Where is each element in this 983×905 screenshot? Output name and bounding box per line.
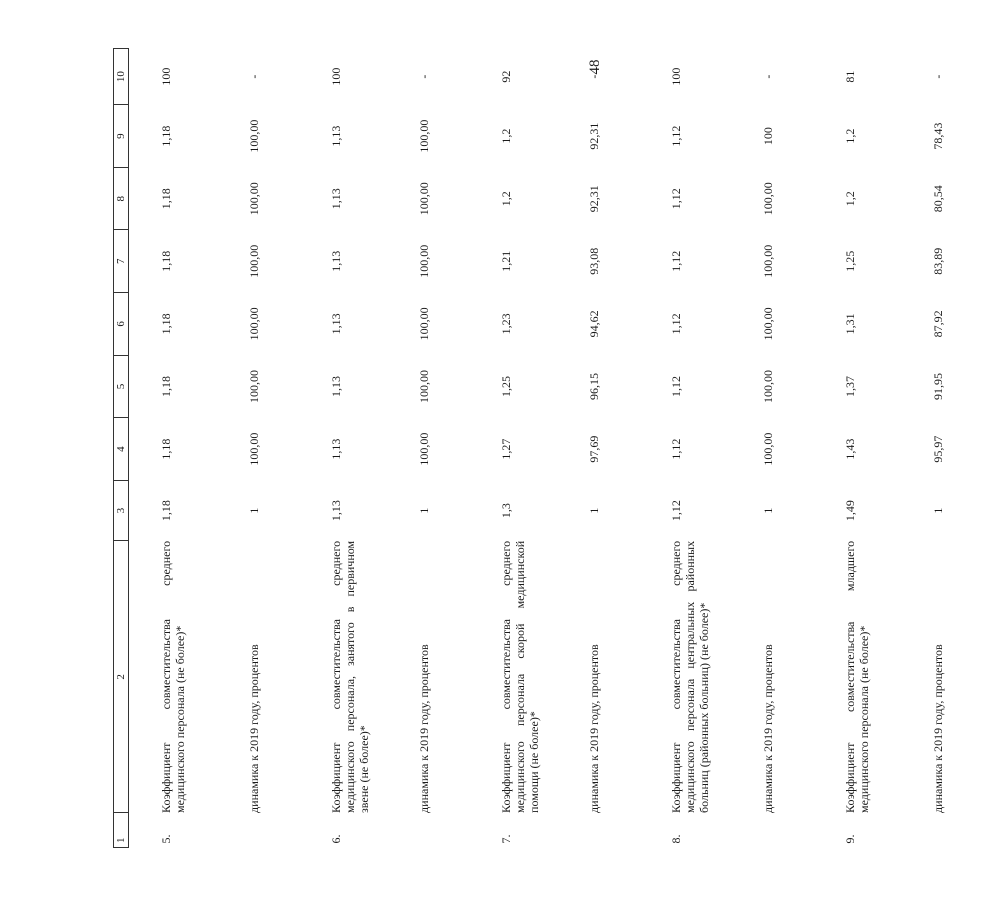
header-row xyxy=(114,49,129,848)
value-cell: 1 xyxy=(761,507,775,514)
value-cell: 1,18 xyxy=(159,188,173,210)
row-number xyxy=(565,813,639,848)
value-cell: 1,13 xyxy=(329,313,343,335)
table-row-dynamics xyxy=(909,49,983,848)
value-cell: 100,00 xyxy=(417,182,431,216)
header-cell: 7 xyxy=(114,230,129,293)
value-cell: 92,31 xyxy=(587,122,601,150)
value-cell: 96,15 xyxy=(587,373,601,401)
value-cell: - xyxy=(247,74,261,79)
rotated-table-container xyxy=(113,48,945,848)
row-number xyxy=(395,813,469,848)
value-cell: 80,54 xyxy=(931,185,945,213)
value-cell: 1,2 xyxy=(499,128,513,144)
value-cell: 97,69 xyxy=(587,435,601,463)
header-cell: 10 xyxy=(114,49,129,105)
value-cell: 1,25 xyxy=(843,250,857,272)
table-row-dynamics xyxy=(395,49,469,848)
value-cell: 100,00 xyxy=(247,182,261,216)
value-cell: - xyxy=(761,74,775,79)
row-number: 7. xyxy=(499,834,513,844)
indicator-name: Коэффициент совместительства среднего медицинского персонала скорой медицинской помощи (не более)* xyxy=(499,540,541,813)
value-cell: 1 xyxy=(247,507,261,514)
row-number: 5. xyxy=(159,834,173,844)
value-cell: 93,08 xyxy=(587,247,601,275)
value-cell: 1,13 xyxy=(329,500,343,522)
value-cell: 100,00 xyxy=(417,307,431,341)
indicators-table xyxy=(113,48,983,848)
row-number: 8. xyxy=(669,834,683,844)
value-cell: 1,12 xyxy=(669,376,683,398)
value-cell: 1,18 xyxy=(159,250,173,272)
value-cell: 1,21 xyxy=(499,250,513,272)
value-cell: 83,89 xyxy=(931,247,945,275)
value-cell: 1,18 xyxy=(159,125,173,147)
value-cell: - xyxy=(931,74,945,79)
table-row xyxy=(813,49,909,848)
value-cell: 92 xyxy=(499,70,513,83)
value-cell: 100,00 xyxy=(247,244,261,278)
value-cell: 1,18 xyxy=(159,376,173,398)
value-cell: 1,13 xyxy=(329,250,343,272)
value-cell: 1,12 xyxy=(669,438,683,460)
header-cell: 5 xyxy=(114,355,129,418)
value-cell: 78,43 xyxy=(931,122,945,150)
value-cell: 1,37 xyxy=(843,376,857,398)
value-cell: 1,49 xyxy=(843,500,857,522)
value-cell: 1,27 xyxy=(499,438,513,460)
indicator-name: динамика к 2019 году, процентов xyxy=(417,644,431,813)
value-cell: 100,00 xyxy=(761,370,775,404)
row-number: 6. xyxy=(329,834,343,844)
value-cell: 1,12 xyxy=(669,125,683,147)
header-cell: 8 xyxy=(114,167,129,230)
page-number: 48 xyxy=(587,59,603,75)
value-cell: 100 xyxy=(669,67,683,86)
header-cell: 1 xyxy=(114,813,129,848)
indicator-name: Коэффициент совместительства среднего медицинского персонала, занятого в первичном звене (не более)* xyxy=(329,540,371,813)
value-cell: 1 xyxy=(587,507,601,514)
value-cell: 81 xyxy=(843,70,857,83)
header-cell: 9 xyxy=(114,105,129,168)
value-cell: 1,23 xyxy=(499,313,513,335)
table-row xyxy=(299,49,395,848)
indicator-name: динамика к 2019 году, процентов xyxy=(931,644,945,813)
value-cell: 94,62 xyxy=(587,310,601,338)
value-cell: 100,00 xyxy=(417,244,431,278)
row-number xyxy=(909,813,983,848)
value-cell: 92,31 xyxy=(587,185,601,213)
value-cell: 100,00 xyxy=(247,307,261,341)
value-cell: 1,2 xyxy=(843,128,857,144)
value-cell: 1,12 xyxy=(669,250,683,272)
value-cell: 100,00 xyxy=(761,244,775,278)
value-cell: 1,3 xyxy=(499,503,513,519)
value-cell: 100 xyxy=(159,67,173,86)
table-row xyxy=(639,49,739,848)
value-cell: 1,18 xyxy=(159,313,173,335)
indicator-name: Коэффициент совместительства среднего медицинского персонала (не более)* xyxy=(159,540,187,813)
table-row xyxy=(469,49,565,848)
value-cell: 100 xyxy=(761,127,775,146)
value-cell: 1 xyxy=(417,507,431,514)
header-cell: 3 xyxy=(114,480,129,540)
indicator-name: динамика к 2019 году, процентов xyxy=(761,644,775,813)
value-cell: 1,25 xyxy=(499,376,513,398)
value-cell: 1,12 xyxy=(669,313,683,335)
value-cell: 100,00 xyxy=(417,432,431,466)
value-cell: 100,00 xyxy=(417,119,431,153)
value-cell: 1,13 xyxy=(329,438,343,460)
header-cell: 4 xyxy=(114,418,129,481)
row-number xyxy=(739,813,813,848)
table-row-dynamics xyxy=(225,49,299,848)
value-cell: 100,00 xyxy=(761,307,775,341)
value-cell: - xyxy=(417,74,431,79)
value-cell: 100,00 xyxy=(761,182,775,216)
value-cell: 1,13 xyxy=(329,125,343,147)
indicator-name: динамика к 2019 году, процентов xyxy=(247,644,261,813)
table-row-dynamics xyxy=(739,49,813,848)
value-cell: 100,00 xyxy=(417,370,431,404)
value-cell: 100,00 xyxy=(761,432,775,466)
value-cell: 1,18 xyxy=(159,500,173,522)
header-cell: 6 xyxy=(114,293,129,356)
value-cell: 100 xyxy=(329,67,343,86)
value-cell: 100,00 xyxy=(247,119,261,153)
value-cell: 1,31 xyxy=(843,313,857,335)
indicator-name: динамика к 2019 году, процентов xyxy=(587,644,601,813)
value-cell: 1,12 xyxy=(669,188,683,210)
value-cell: 1,12 xyxy=(669,500,683,522)
value-cell: 1,18 xyxy=(159,438,173,460)
row-number: 9. xyxy=(843,834,857,844)
value-cell: 100,00 xyxy=(247,370,261,404)
value-cell: 1,13 xyxy=(329,188,343,210)
header-cell: 2 xyxy=(114,541,129,813)
value-cell: 87,92 xyxy=(931,310,945,338)
value-cell: 1,2 xyxy=(843,191,857,207)
value-cell: 95,97 xyxy=(931,435,945,463)
row-number xyxy=(225,813,299,848)
value-cell: 100,00 xyxy=(247,432,261,466)
indicator-name: Коэффициент совместительства младшего медицинского персонала (не более)* xyxy=(843,540,871,813)
value-cell: - xyxy=(587,74,601,79)
value-cell: 1,13 xyxy=(329,376,343,398)
value-cell: 91,95 xyxy=(931,373,945,401)
value-cell: 1,43 xyxy=(843,438,857,460)
value-cell: 1,2 xyxy=(499,191,513,207)
table-row-dynamics xyxy=(565,49,639,848)
table-row xyxy=(129,49,226,848)
indicator-name: Коэффициент совместительства среднего медицинского персонала центральных районных больниц (районных больниц) (не более)* xyxy=(669,540,711,813)
value-cell: 1 xyxy=(931,507,945,514)
